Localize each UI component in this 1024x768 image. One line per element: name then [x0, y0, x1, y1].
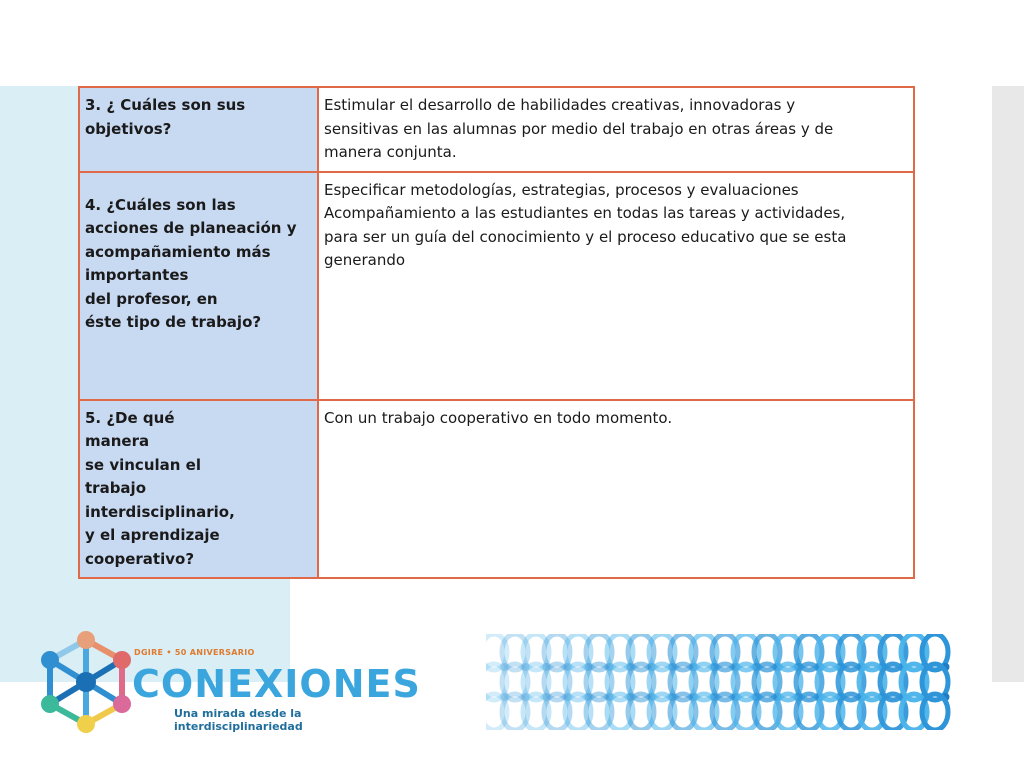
answer-cell: Especificar metodologías, estrategias, procesos y evaluaciones Acompañamiento a las estudiantes en todas las tareas y actividades, para ser un guía del conocimiento y el proceso educativo que se esta generando [318, 172, 914, 400]
logo-title: CONEXIONES [132, 662, 421, 706]
logo-tagline: DGIRE • 50 ANIVERSARIO [134, 648, 255, 657]
wave-pattern-group [486, 634, 950, 730]
answer-cell: Con un trabajo cooperativo en todo momento. [318, 400, 914, 579]
conexiones-logo [40, 626, 421, 742]
network-logo-icon [40, 626, 132, 738]
table-row [79, 400, 914, 579]
table-row [79, 172, 914, 400]
question-cell: 3. ¿ Cuáles son sus objetivos? [79, 87, 318, 172]
table-row [79, 87, 914, 172]
right-background-panel [992, 86, 1024, 682]
question-cell: 4. ¿Cuáles son las acciones de planeación y acompañamiento más importantes del profesor, en éste tipo de trabajo? [79, 172, 318, 400]
logo-subtitle: Una mirada desde la interdisciplinariedad [174, 707, 303, 733]
answer-cell: Estimular el desarrollo de habilidades creativas, innovadoras y sensitivas en las alumnas por medio del trabajo en otras áreas y de manera conjunta. [318, 87, 914, 172]
decorative-wave-pattern [486, 634, 962, 730]
questions-table [78, 86, 915, 579]
question-cell: 5. ¿De qué manera se vinculan el trabajo interdisciplinario, y el aprendizaje cooperativo? [79, 400, 318, 579]
